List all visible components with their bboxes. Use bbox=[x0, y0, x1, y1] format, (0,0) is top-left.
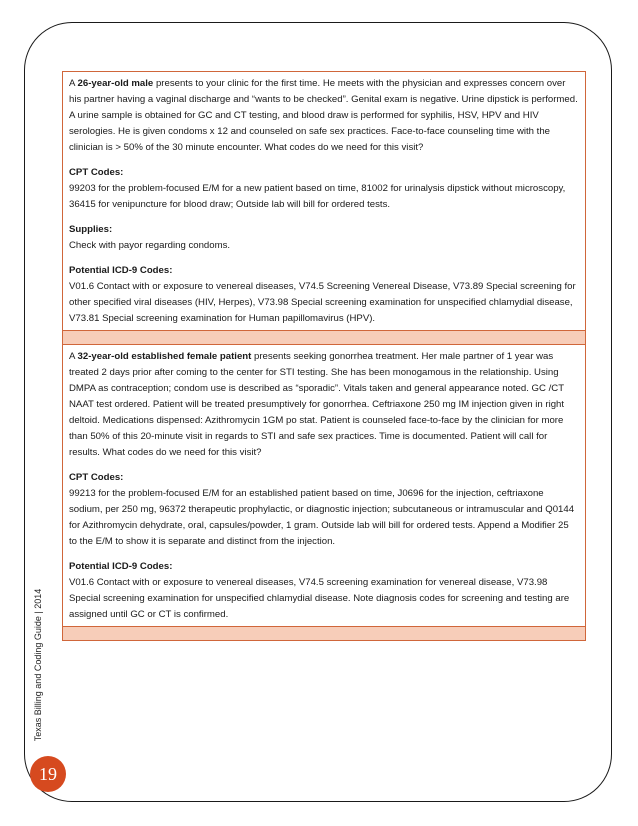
case-1 bbox=[63, 72, 585, 331]
case-1-intro: A 26-year-old male presents to your clinic for the first time. He meets with the physician and expresses concern over his partner having a vaginal discharge and “wants to be checked”. Genital exam is negative. Urine dipstick is performed. A urine sample is obtained for GC and CT testing, and blood draw is performed for syphilis, HSV, HPV and HIV serologies. He is given condoms x 12 and counseled on safe sex practices. Face-to-face counseling time with the clinician is > 50% of the 30 minute encounter. What codes do we need for this visit? bbox=[69, 78, 578, 153]
footer-guide-title: Texas Billing and Coding Guide | 2014 bbox=[33, 588, 43, 742]
case-1-cpt-heading: CPT Codes: bbox=[69, 167, 124, 178]
table-band-footer bbox=[63, 627, 585, 640]
case-1-icd-heading: Potential ICD-9 Codes: bbox=[69, 265, 173, 276]
case-1-patient: 26-year-old male bbox=[77, 78, 154, 89]
case-2-patient: 32-year-old established female patient bbox=[77, 351, 252, 362]
case-2-intro: A 32-year-old established female patient presents seeking gonorrhea treatment. Her male partner of 1 year was treated 2 days prior after coming to the center for STI testing. She has been monogamous in the relationship. Using DMPA as contraception; condom use is described as “sporadic”. Vitals taken and general appearance noted. GC /CT NAAT test ordered. Patient will be treated presumptively for gonorrhea. Ceftriaxone 250 mg IM injection given in right deltoid. Medications dispensed: Azithromycin 1GM po stat. Patient is counseled face-to-face by the clinician for more than 50% of this 20-minute visit in regards to STI and safe sex practices. Time is documented. Patient will call for results. What codes do we need for this visit? bbox=[69, 351, 565, 458]
case-2-icd-heading: Potential ICD-9 Codes: bbox=[69, 561, 173, 572]
case-1-cpt-text: 99203 for the problem-focused E/M for a new patient based on time, 81002 for urinalysis dipstick without microscopy, 36415 for venipuncture for blood draw; Outside lab will bill for ordered tests. bbox=[69, 183, 566, 210]
case-study-table bbox=[62, 71, 586, 641]
case-2-icd-text: V01.6 Contact with or exposure to venereal diseases, V74.5 screening examination for venereal disease, V73.98 Special screening examination for unspecified chlamydial disease. Note diagnosis codes for screening and testing are assigned until GC or CT is confirmed. bbox=[69, 577, 570, 620]
page-number-badge: 19 bbox=[30, 756, 66, 792]
case-1-icd-text: V01.6 Contact with or exposure to venereal diseases, V74.5 Screening Venereal Disease, V73.89 Special screening for other specified viral diseases (HIV, Herpes), V73.98 Special screening examination for unspecified chlamydial disease, V73.81 Special screening examination for Human papillomavirus (HPV). bbox=[69, 281, 576, 324]
table-band-separator bbox=[63, 331, 585, 345]
case-1-supplies-text: Check with payor regarding condoms. bbox=[69, 240, 231, 251]
case-2-cpt-text: 99213 for the problem-focused E/M for an established patient based on time, J0696 for the injection, ceftriaxone sodium, per 250 mg, 96372 therapeutic prophylactic, or diagnostic injection; subcutaneous or intramuscular and Q0144 for Azithromycin dehydrate, oral, capsules/powder, 1 gram. Outside lab will bill for ordered tests. Append a Modifier 25 to the E/M to show it is separate and distinct from the injection. bbox=[69, 488, 575, 547]
case-2-cpt-heading: CPT Codes: bbox=[69, 472, 124, 483]
case-1-supplies-heading: Supplies: bbox=[69, 224, 113, 235]
case-2 bbox=[63, 345, 585, 627]
